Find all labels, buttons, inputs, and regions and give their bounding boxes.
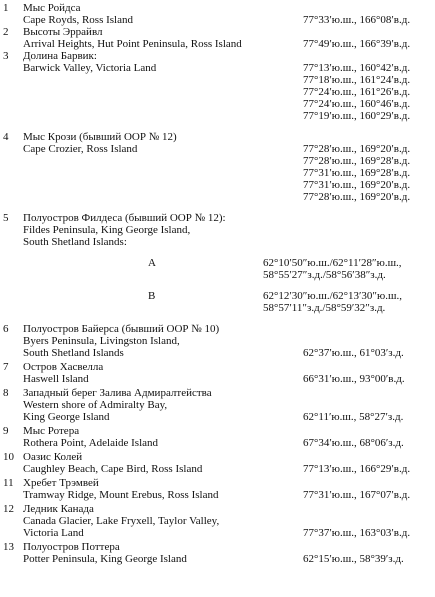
site-name-ru: Остров Хасвелла — [23, 361, 104, 373]
list-item — [0, 387, 435, 423]
site-name-ru: Мыс Крози (бывший ООР № 12) — [23, 131, 177, 143]
site-name-en: Western shore of Admiralty Bay, — [23, 399, 168, 411]
list-item — [0, 26, 435, 50]
site-coordinates: 66°31′ю.ш., 93°00′в.д. — [303, 373, 405, 385]
site-name-ru: Мыс Ройдса — [23, 2, 81, 14]
list-item — [0, 541, 435, 565]
entry-number: 13 — [3, 541, 14, 553]
entry-number: 1 — [3, 2, 9, 14]
site-coordinates: 77°24′ю.ш., 160°46′в.д. — [303, 98, 411, 110]
site-name-en: Cape Royds, Ross Island — [23, 14, 133, 26]
site-name-en: Potter Peninsula, King George Island — [23, 553, 187, 565]
list-item — [0, 212, 435, 314]
site-coordinates: 77°31′ю.ш., 169°20′в.д. — [303, 179, 411, 191]
site-coordinates: 77°13′ю.ш., 166°29′в.д. — [303, 463, 411, 475]
entry-number: 8 — [3, 387, 9, 399]
list-item — [0, 425, 435, 449]
site-name-en: Haswell Island — [23, 373, 89, 385]
site-coordinates: 77°24′ю.ш., 161°26′в.д. — [303, 86, 411, 98]
site-name-ru: Западный берег Залива Адмиралтейства — [23, 387, 212, 399]
site-name-en: Tramway Ridge, Mount Erebus, Ross Island — [23, 489, 219, 501]
site-name-en: Victoria Land — [23, 527, 84, 539]
entry-number: 3 — [3, 50, 9, 62]
site-name-en: Fildes Peninsula, King George Island, — [23, 224, 191, 236]
site-coordinates: 67°34′ю.ш., 68°06′з.д. — [303, 437, 404, 449]
site-name-ru: Полуостров Поттера — [23, 541, 120, 553]
site-coordinates: 77°13′ю.ш., 160°42′в.д. — [303, 62, 411, 74]
subarea-label: A — [148, 257, 156, 269]
site-name-en: Cape Crozier, Ross Island — [23, 143, 138, 155]
site-name-en: Canada Glacier, Lake Fryxell, Taylor Valley, — [23, 515, 220, 527]
protected-areas-list — [0, 2, 435, 565]
site-name-ru: Мыс Ротера — [23, 425, 80, 437]
entry-number: 12 — [3, 503, 14, 515]
entry-number: 4 — [3, 131, 9, 143]
site-coordinates: 77°19′ю.ш., 160°29′в.д. — [303, 110, 411, 122]
site-coordinates: 62°37′ю.ш., 61°03′з.д. — [303, 347, 404, 359]
list-item — [0, 503, 435, 539]
site-name-ru: Ледник Канада — [23, 503, 94, 515]
subarea-label: B — [148, 290, 156, 302]
site-name-en: Byers Peninsula, Livingston Island, — [23, 335, 180, 347]
site-name-en: Arrival Heights, Hut Point Peninsula, Ross Island — [23, 38, 242, 50]
site-coordinates: 77°18′ю.ш., 161°24′в.д. — [303, 74, 411, 86]
site-coordinates: 77°37′ю.ш., 163°03′в.д. — [303, 527, 411, 539]
site-name-ru: Долина Барвик: — [23, 50, 97, 62]
list-item — [0, 131, 435, 203]
site-coordinates: 77°28′ю.ш., 169°20′в.д. — [303, 143, 411, 155]
list-item — [0, 2, 435, 26]
site-name-en: Barwick Valley, Victoria Land — [23, 62, 157, 74]
entry-number: 11 — [3, 477, 14, 489]
list-item — [0, 451, 435, 475]
subarea-coordinates: 58°57′11″з.д./58°59′32″з.д. — [263, 302, 386, 314]
entry-number: 2 — [3, 26, 9, 38]
site-name-ru: Хребет Трэмвей — [23, 477, 99, 489]
site-name-ru: Оазис Колей — [23, 451, 83, 463]
subarea-coordinates: 62°10′50″ю.ш./62°11′28″ю.ш., — [263, 257, 402, 269]
list-item — [0, 477, 435, 501]
site-coordinates: 77°28′ю.ш., 169°20′в.д. — [303, 191, 411, 203]
list-item — [0, 361, 435, 385]
site-coordinates: 77°33′ю.ш., 166°08′в.д. — [303, 14, 411, 26]
entry-number: 10 — [3, 451, 14, 463]
list-item — [0, 323, 435, 359]
site-name-ru: Высоты Эррайвл — [23, 26, 103, 38]
entry-number: 6 — [3, 323, 9, 335]
site-coordinates: 62°15′ю.ш., 58°39′з.д. — [303, 553, 404, 565]
entry-number: 7 — [3, 361, 9, 373]
subarea-coordinates: 58°55′27″з.д./58°56′38″з.д. — [263, 269, 386, 281]
site-coordinates: 77°31′ю.ш., 167°07′в.д. — [303, 489, 411, 501]
subarea-coordinates: 62°12′30″ю.ш./62°13′30″ю.ш., — [263, 290, 402, 302]
site-name-en: King George Island — [23, 411, 110, 423]
site-name-en: South Shetland Islands: — [23, 236, 127, 248]
site-coordinates: 62°11′ю.ш., 58°27′з.д. — [303, 411, 404, 423]
site-coordinates: 77°28′ю.ш., 169°28′в.д. — [303, 155, 411, 167]
list-item — [0, 50, 435, 122]
site-coordinates: 77°49′ю.ш., 166°39′в.д. — [303, 38, 411, 50]
site-coordinates: 77°31′ю.ш., 169°28′в.д. — [303, 167, 411, 179]
site-name-ru: Полуостров Байерса (бывший ООР № 10) — [23, 323, 220, 335]
site-name-ru: Полуостров Филдеса (бывший ООР № 12): — [23, 212, 226, 224]
site-name-en: Rothera Point, Adelaide Island — [23, 437, 159, 449]
site-name-en: South Shetland Islands — [23, 347, 124, 359]
entry-number: 5 — [3, 212, 9, 224]
site-name-en: Caughley Beach, Cape Bird, Ross Island — [23, 463, 203, 475]
entry-number: 9 — [3, 425, 9, 437]
